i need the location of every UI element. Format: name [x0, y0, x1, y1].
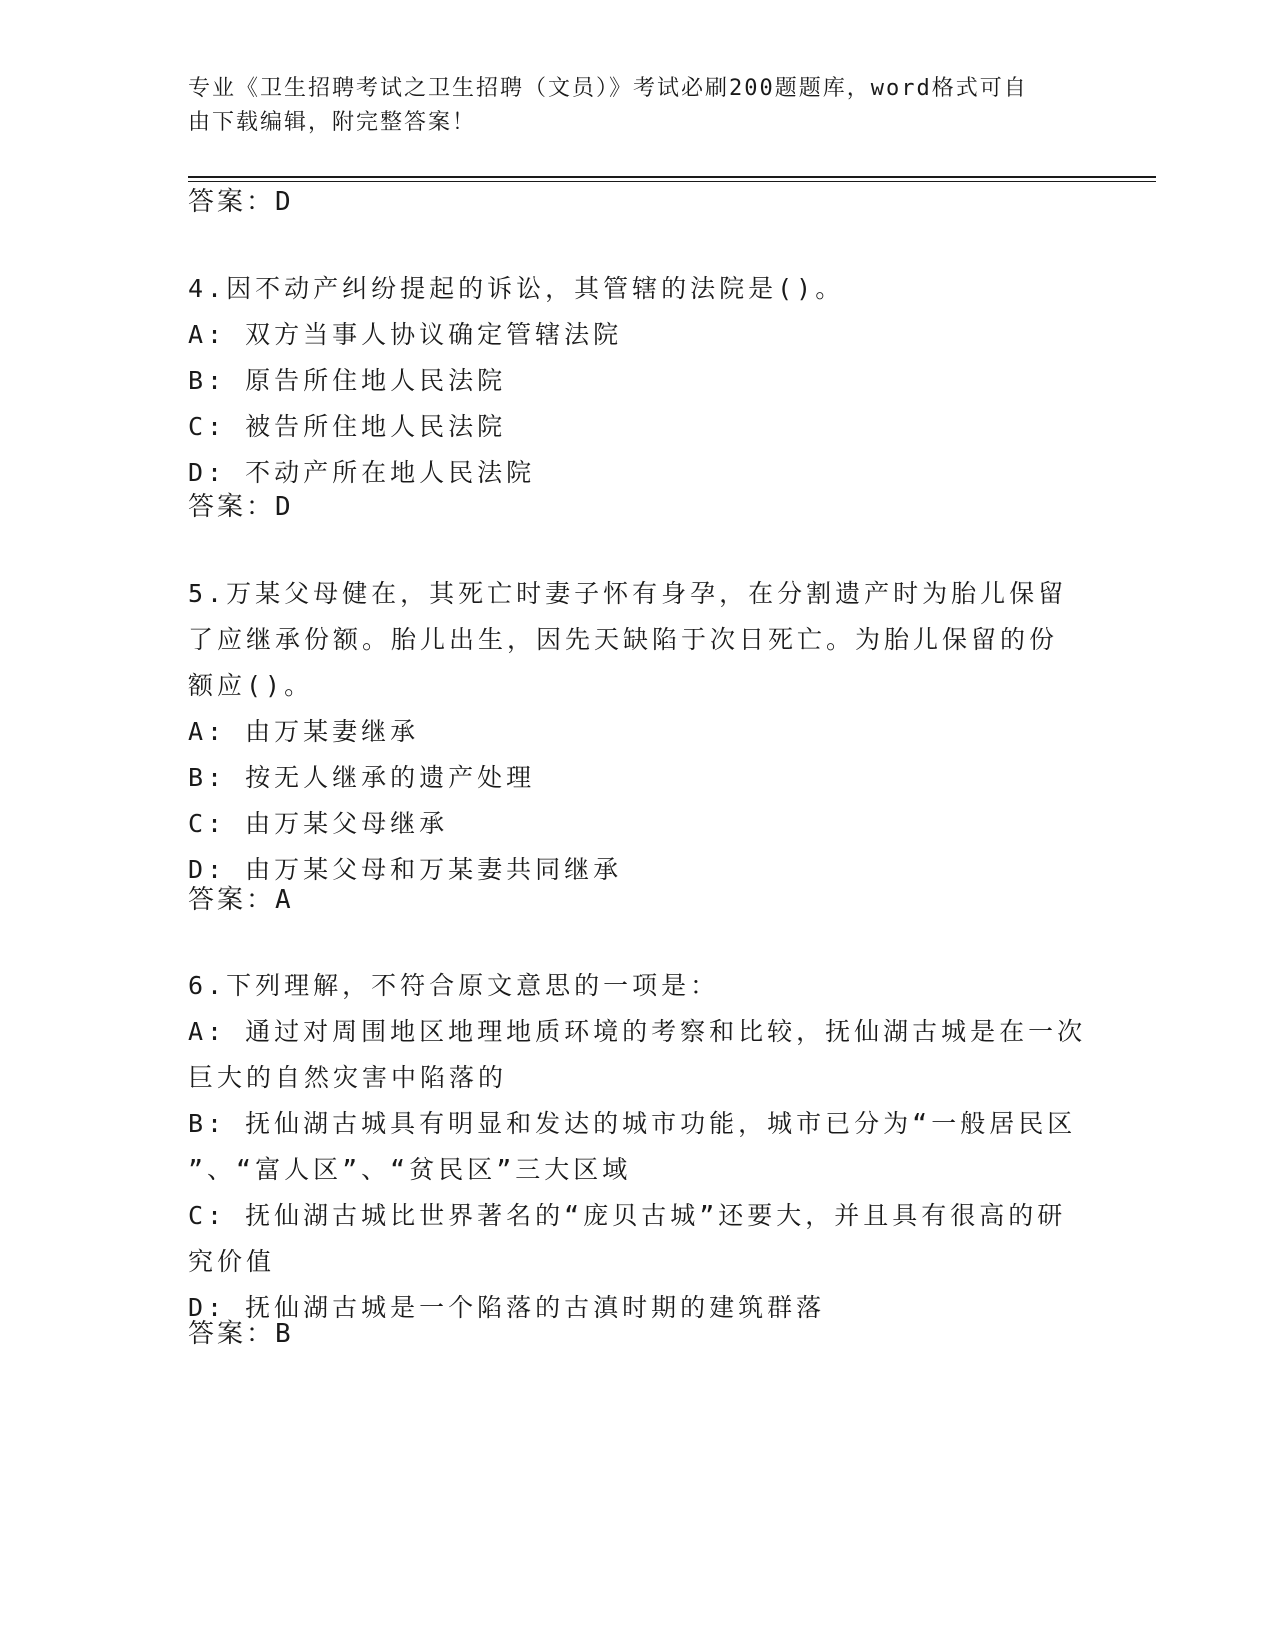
question-stem: 6.下列理解，不符合原文意思的一项是： [188, 971, 720, 1000]
option-b-line-1: B: 抚仙湖古城具有明显和发达的城市功能，城市已分为“一般居民区 [188, 1109, 1077, 1138]
option-b: B: 按无人继承的遗产处理 [188, 763, 536, 792]
option-a-line-1: A: 通过对周围地区地理地质环境的考察和比较，抚仙湖古城是在一次 [188, 1017, 1087, 1046]
answer-label: 答案： [188, 187, 276, 217]
option-a: A: 双方当事人协议确定管辖法院 [188, 320, 623, 349]
answer-value: D [275, 187, 294, 217]
header-divider-thin [188, 181, 1156, 182]
header-divider-thick [188, 176, 1156, 178]
answer-question-4 [188, 490, 294, 524]
answer-value: A [275, 885, 294, 915]
question-6 [188, 963, 1088, 1331]
option-b-line-2: ”、“富人区”、“贫民区”三大区域 [188, 1155, 632, 1184]
question-5 [188, 571, 1088, 893]
answer-question-6 [188, 1317, 294, 1351]
answer-label: 答案： [188, 492, 276, 522]
question-stem: 4.因不动产纠纷提起的诉讼，其管辖的法院是()。 [188, 274, 845, 303]
answer-label: 答案： [188, 885, 276, 915]
option-d: D: 抚仙湖古城是一个陷落的古滇时期的建筑群落 [188, 1293, 826, 1322]
option-a: A: 由万某妻继承 [188, 717, 420, 746]
option-a-line-2: 巨大的自然灾害中陷落的 [188, 1063, 508, 1092]
answer-question-5 [188, 883, 294, 917]
question-stem-line-3: 额应()。 [188, 671, 314, 700]
header-line-2: 由下载编辑，附完整答案！ [188, 110, 477, 135]
header-line-1: 专业《卫生招聘考试之卫生招聘（文员）》考试必刷200题题库，word格式可自 [188, 76, 1028, 101]
question-stem-line-1: 5.万某父母健在，其死亡时妻子怀有身孕，在分割遗产时为胎儿保留 [188, 579, 1068, 608]
answer-value: B [275, 1319, 294, 1349]
option-c: C: 由万某父母继承 [188, 809, 449, 838]
option-c-line-2: 究价值 [188, 1247, 276, 1276]
question-4 [188, 266, 1088, 496]
option-c-line-1: C: 抚仙湖古城比世界著名的“庞贝古城”还要大，并且具有很高的研 [188, 1201, 1067, 1230]
document-header [188, 72, 1068, 140]
option-b: B: 原告所住地人民法院 [188, 366, 507, 395]
option-d: D: 由万某父母和万某妻共同继承 [188, 855, 623, 884]
answer-value: D [275, 492, 294, 522]
answer-label: 答案： [188, 1319, 276, 1349]
question-stem-line-2: 了应继承份额。胎儿出生，因先天缺陷于次日死亡。为胎儿保留的份 [188, 625, 1059, 654]
previous-answer [188, 185, 294, 219]
option-d: D: 不动产所在地人民法院 [188, 458, 536, 487]
option-c: C: 被告所住地人民法院 [188, 412, 507, 441]
